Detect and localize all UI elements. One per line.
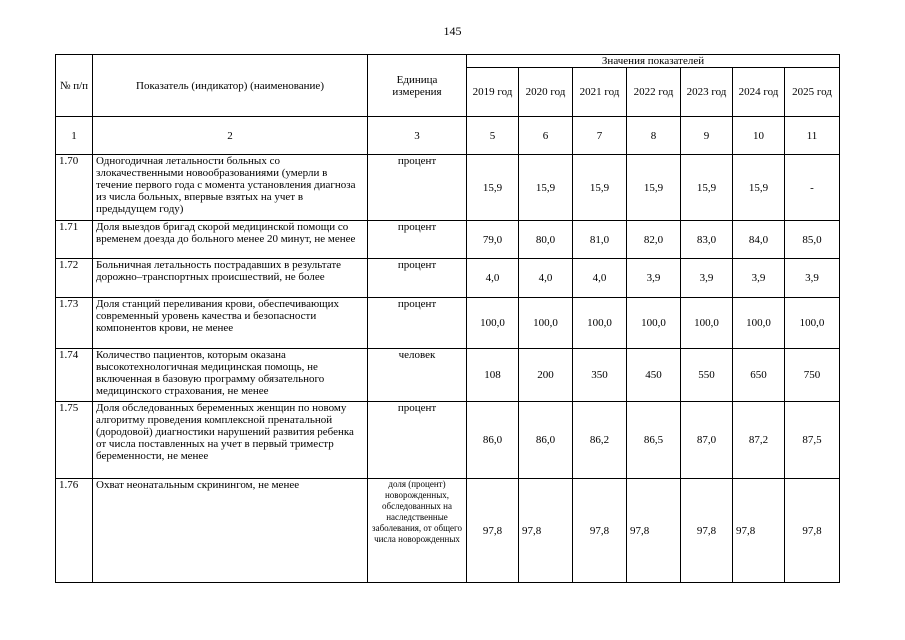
row-indicator: Доля выездов бригад скорой медицинской помощи со временем доезда до больного менее 20 минут, не менее [93,221,368,259]
row-value: 80,0 [519,221,573,259]
row-number: 1.73 [56,298,93,349]
row-unit: процент [368,259,467,298]
row-value: 87,2 [733,402,785,479]
header-year: 2022 год [627,68,681,117]
row-indicator: Доля станций переливания крови, обеспечивающих современный уровень качества и безопасности компонентов крови, не менее [93,298,368,349]
header-unit: Единица измерения [368,55,467,117]
row-indicator: Одногодичная летальности больных со злокачественными новообразованиями (умерли в течение первого года с момента установления диагноза из числа больных, впервые взятых на учет в предыдущем году) [93,155,368,221]
row-value: - [785,155,840,221]
header-year: 2025 год [785,68,840,117]
row-value: 97,8 [785,479,840,583]
column-number: 11 [785,117,840,155]
row-value: 450 [627,349,681,402]
column-number: 7 [573,117,627,155]
row-value: 15,9 [733,155,785,221]
row-number: 1.70 [56,155,93,221]
row-unit: процент [368,221,467,259]
column-number: 1 [56,117,93,155]
column-number: 2 [93,117,368,155]
row-value: 79,0 [467,221,519,259]
row-number: 1.76 [56,479,93,583]
row-value: 97,8 [573,479,627,583]
row-value: 84,0 [733,221,785,259]
row-value: 86,0 [467,402,519,479]
row-value: 97,8 [681,479,733,583]
row-unit: человек [368,349,467,402]
row-value: 81,0 [573,221,627,259]
row-value: 200 [519,349,573,402]
row-value: 3,9 [785,259,840,298]
row-value: 15,9 [573,155,627,221]
row-value: 4,0 [519,259,573,298]
row-value: 15,9 [681,155,733,221]
header-no: № п/п [56,55,93,117]
row-value: 108 [467,349,519,402]
row-value: 550 [681,349,733,402]
row-value: 100,0 [467,298,519,349]
row-value: 85,0 [785,221,840,259]
row-value: 87,0 [681,402,733,479]
header-year: 2021 год [573,68,627,117]
row-indicator: Больничная летальность пострадавших в результате дорожно–транспортных происшествий, не более [93,259,368,298]
row-value: 97,8 [733,479,785,583]
row-value: 100,0 [573,298,627,349]
column-number: 10 [733,117,785,155]
row-value: 86,2 [573,402,627,479]
row-value: 15,9 [627,155,681,221]
table-row [56,155,840,221]
header-row-top [56,55,840,68]
row-value: 15,9 [519,155,573,221]
table-row [56,402,840,479]
row-value: 82,0 [627,221,681,259]
table-row [56,349,840,402]
row-value: 100,0 [785,298,840,349]
row-value: 86,5 [627,402,681,479]
row-value: 97,8 [627,479,681,583]
row-unit: процент [368,402,467,479]
row-value: 87,5 [785,402,840,479]
header-year: 2020 год [519,68,573,117]
header-year: 2019 год [467,68,519,117]
row-value: 3,9 [627,259,681,298]
row-value: 650 [733,349,785,402]
row-value: 350 [573,349,627,402]
row-value: 100,0 [681,298,733,349]
row-unit: доля (процент) новорожденных, обследованных на наследственные заболевания, от общего числа новорожденных [368,479,467,583]
row-value: 3,9 [733,259,785,298]
row-number: 1.72 [56,259,93,298]
indicators-table [55,54,840,583]
row-number: 1.71 [56,221,93,259]
row-value: 15,9 [467,155,519,221]
column-number: 3 [368,117,467,155]
row-value: 97,8 [467,479,519,583]
column-number: 5 [467,117,519,155]
row-number: 1.75 [56,402,93,479]
table-row [56,221,840,259]
row-unit: процент [368,298,467,349]
row-value: 4,0 [573,259,627,298]
row-value: 3,9 [681,259,733,298]
column-numbers-row [56,117,840,155]
header-year: 2024 год [733,68,785,117]
row-value: 750 [785,349,840,402]
table-row [56,479,840,583]
row-value: 4,0 [467,259,519,298]
row-value: 100,0 [733,298,785,349]
row-indicator: Охват неонатальным скринингом, не менее [93,479,368,583]
row-indicator: Количество пациентов, которым оказана высокотехнологичная медицинская помощь, не включенная в базовую программу обязательного медицинского страхования, не менее [93,349,368,402]
row-value: 100,0 [627,298,681,349]
row-value: 100,0 [519,298,573,349]
row-value: 83,0 [681,221,733,259]
row-value: 86,0 [519,402,573,479]
row-unit: процент [368,155,467,221]
header-indicator: Показатель (индикатор) (наименование) [93,55,368,117]
row-indicator: Доля обследованных беременных женщин по новому алгоритму проведения комплексной пренатальной (дородовой) диагностики нарушений развития ребенка от числа поставленных на учет в первый триместр беременности, не менее [93,402,368,479]
table-row [56,298,840,349]
header-values: Значения показателей [467,55,840,68]
row-value: 97,8 [519,479,573,583]
row-number: 1.74 [56,349,93,402]
header-year: 2023 год [681,68,733,117]
column-number: 6 [519,117,573,155]
column-number: 8 [627,117,681,155]
column-number: 9 [681,117,733,155]
page-number: 145 [443,24,462,38]
table-row [56,259,840,298]
